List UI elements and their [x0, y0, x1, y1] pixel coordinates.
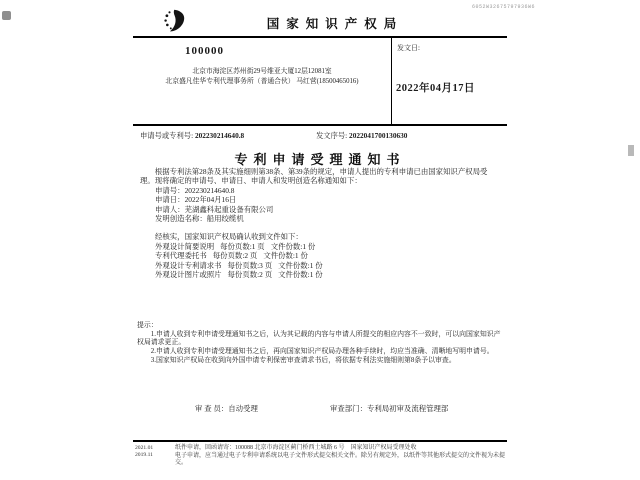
file-name: 外观设计图片或照片: [155, 270, 222, 280]
received-file-row: [140, 251, 502, 260]
dispatch-serial-value: 2022041700130630: [349, 131, 408, 140]
received-file-row: [140, 270, 502, 279]
form-codes: [133, 445, 175, 468]
field-application-no: [140, 186, 502, 195]
file-pages: 每份页数:3 页: [227, 260, 273, 270]
addressee-table: [133, 36, 507, 126]
security-code: 6052W32675797936W6: [471, 4, 535, 10]
scan-mark-top-left: [2, 11, 11, 20]
file-name: 专利代理委托书: [155, 251, 207, 261]
file-copies: 文件份数:1 份: [263, 251, 308, 261]
examiner-value: 自动受理: [228, 404, 258, 413]
department-value: 专利局初审及流程管理部: [366, 404, 449, 413]
file-copies: 文件份数:1 份: [278, 270, 323, 280]
notes-label: 提示：: [137, 322, 158, 329]
footer-efiling-instruction: 电子申请，应当通过电子专利申请系统以电子文件形式提交相关文件。除另有规定外，以纸件等其他形式提交的文件视为未提交。: [175, 452, 506, 467]
field-label: 发明创造名称：: [155, 214, 207, 224]
dispatch-serial-label: 发文序号:: [316, 131, 350, 140]
examiner-line: [195, 403, 258, 414]
dispatch-date-value: 2022年04月17日: [396, 83, 475, 94]
addressee-address: 北京市海淀区苏州街29号维亚大厦12层12081室: [192, 68, 332, 75]
addressee-cell: [133, 38, 391, 124]
field-label: 申请日：: [155, 195, 185, 205]
note-item-1: 1.申请人收到专利申请受理通知书之后，认为其记载的内容与申请人所提交的相应内容不一致时，可以向国家知识产权局请求更正。: [137, 330, 501, 347]
form-code-2: 2019.11: [135, 452, 153, 458]
form-code-1: 2021.01: [135, 445, 154, 451]
dispatch-date-cell: [391, 38, 507, 124]
agency-name: 国家知识产权局: [266, 17, 404, 31]
field-value: 202230214640.8: [184, 185, 235, 195]
note-item-2: 2.申请人收到专利申请受理通知书之后，再向国家知识产权局办理各种手续时，均应当准确、清晰地写明申请号。: [150, 348, 494, 356]
field-label: 申请号：: [155, 185, 185, 195]
document-body: [140, 167, 502, 279]
application-number-line: [140, 131, 244, 141]
field-value: 船用绞缆机: [206, 214, 244, 224]
department-line: [330, 403, 448, 414]
document-footer: [133, 440, 507, 468]
file-name: 外观设计专利请求书: [155, 260, 222, 270]
file-pages: 每份页数:2 页: [227, 270, 273, 280]
footer-paper-instruction: 纸件申请，回函请寄：100088 北京市海淀区蓟门桥西土城路 6 号 国家知识产权局受理处收: [175, 445, 417, 451]
field-value: 2022年04月16日: [184, 195, 237, 205]
field-application-date: [140, 195, 502, 204]
received-file-row: [140, 242, 502, 251]
field-label: 申请人：: [155, 204, 185, 214]
dispatch-serial-line: [316, 131, 407, 141]
received-files-intro: 经核实，国家知识产权局确认收到文件如下：: [155, 232, 303, 242]
field-invention-title: [140, 214, 502, 223]
received-file-row: [140, 261, 502, 270]
file-name: 外观设计简要说明: [155, 241, 215, 251]
department-label: 审查部门：: [330, 404, 367, 413]
intro-paragraph: 根据专利法第28条及其实施细则第38条、第39条的规定，申请人提出的专利申请已由国家知识产权局受理。现将确定的申请号、申请日、申请人和发明创造名称通知如下：: [140, 167, 488, 186]
document-title: 专利申请受理通知书: [234, 152, 406, 167]
document-header: [133, 4, 535, 36]
file-copies: 文件份数:1 份: [278, 260, 323, 270]
postal-code: 100000: [185, 45, 224, 57]
addressee-agent: 北京盛凡佳华专利代理事务所（普通合伙） 马红营(18500465016): [165, 78, 359, 85]
examiner-label: 审 查 员：: [195, 404, 229, 413]
file-pages: 每份页数:1 页: [220, 241, 265, 251]
note-item-3: 3.国家知识产权局在收到向外国申请专利保密审查请求书后，将依据专利法实施细则第8条予以审查。: [150, 356, 456, 364]
patent-acceptance-notice-document: [133, 0, 535, 480]
application-number-value: 202230214640.8: [194, 131, 245, 140]
footer-instructions: [175, 445, 507, 468]
application-number-label: 申请号或专利号:: [140, 131, 195, 140]
dispatch-date-label: 发文日:: [397, 44, 420, 52]
field-value: 芜湖鑫科起重设备有限公司: [184, 204, 274, 214]
file-copies: 文件份数:1 份: [270, 241, 316, 251]
scan-mark-right-edge: [628, 145, 634, 156]
field-applicant: [140, 205, 502, 214]
notes-section: [137, 322, 503, 366]
file-pages: 每份页数:2 页: [212, 251, 258, 261]
